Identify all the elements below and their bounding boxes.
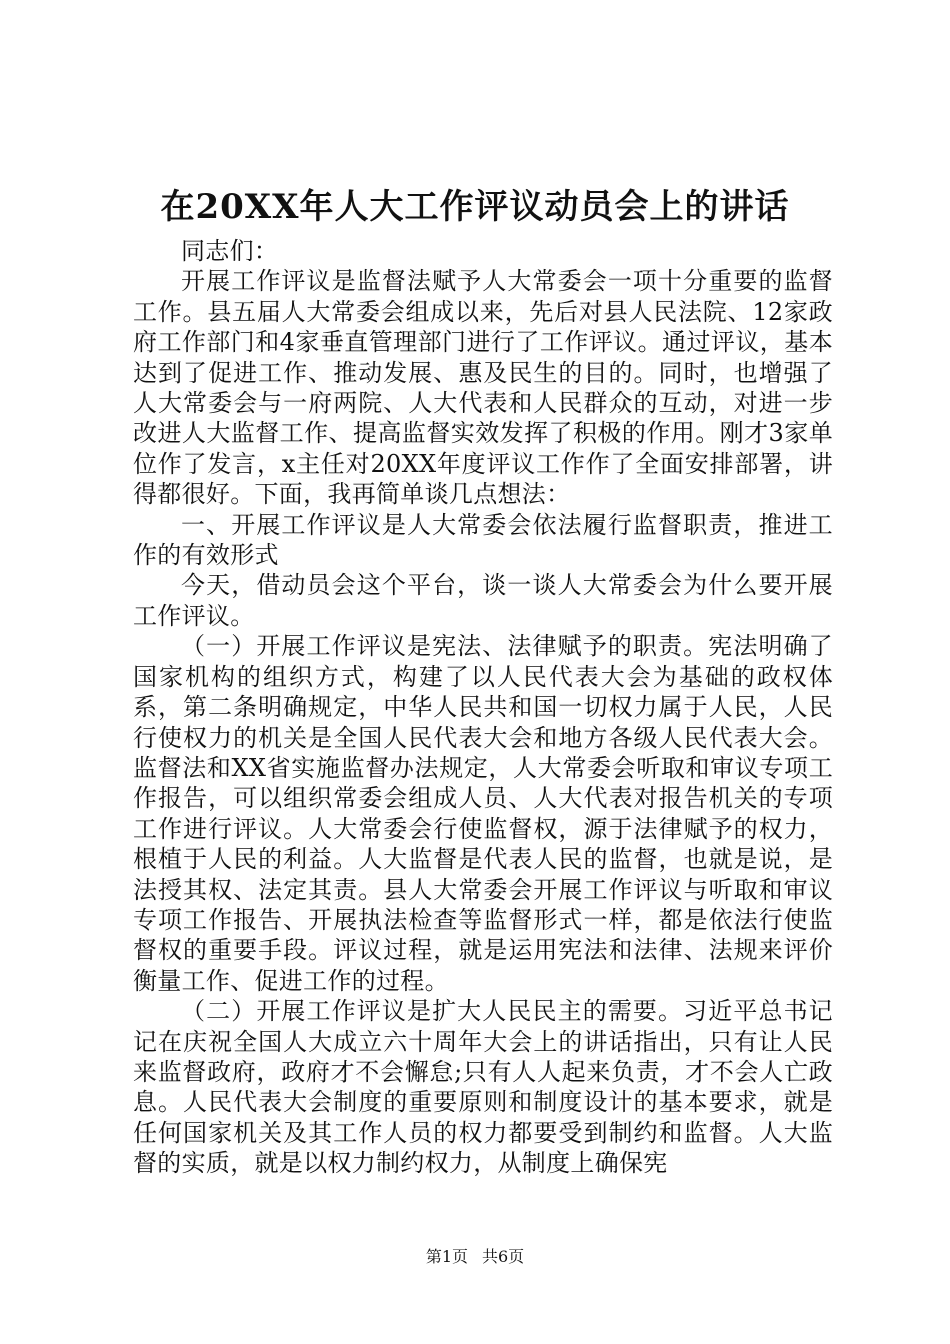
paragraph-intro: 开展工作评议是监督法赋予人大常委会一项十分重要的监督工作。县五届人大常委会组成以来，先后对县人民法院、12家政府工作部门和4家垂直管理部门进行了工作评议。通过评议，基本达到了促进工作、推动发展、惠及民生的目的。同时，也增强了人大常委会与一府两院、人大代表和人民群众的互动，对进一步改进人大监督工作、提高监督实效发挥了积极的作用。刚才3家单位作了发言，x主任对20XX年度评议工作作了全面安排部署，讲得都很好。下面，我再简单谈几点想法： (133, 267, 833, 509)
page-footer (0, 1246, 950, 1268)
page-total: 共6页 (482, 1247, 525, 1266)
page-number: 第1页 (425, 1247, 468, 1266)
paragraph-point-2: （二）开展工作评议是扩大人民民主的需要。习近平总书记记在庆祝全国人大成立六十周年大会上的讲话指出，只有让人民来监督政府，政府才不会懈怠;只有人人起来负责，才不会人亡政息。人民代表大会制度的重要原则和制度设计的基本要求，就是任何国家机关及其工作人员的权力都要受到制约和监督。人大监督的实质，就是以权力制约权力，从制度上确保宪 (133, 997, 833, 1178)
paragraph-section-1-intro: 今天，借动员会这个平台，谈一谈人大常委会为什么要开展工作评议。 (133, 571, 833, 630)
document-body (133, 236, 833, 1179)
document-title: 在20XX年人大工作评议动员会上的讲话 (160, 187, 790, 227)
section-heading-1: 一、开展工作评议是人大常委会依法履行监督职责，推进工作的有效形式 (133, 510, 833, 570)
paragraph-salutation: 同志们： (181, 237, 279, 265)
paragraph-point-1: （一）开展工作评议是宪法、法律赋予的职责。宪法明确了国家机构的组织方式，构建了以人民代表大会为基础的政权体系，第二条明确规定，中华人民共和国一切权力属于人民，人民行使权力的机关是全国人民代表大会和地方各级人民代表大会。监督法和XX省实施监督办法规定，人大常委会听取和审议专项工作报告，可以组织常委会组成人员、人大代表对报告机关的专项工作进行评议。人大常委会行使监督权，源于法律赋予的权力，根植于人民的利益。人大监督是代表人民的监督，也就是说，是法授其权、法定其责。县人大常委会开展工作评议与听取和审议专项工作报告、开展执法检查等监督形式一样，都是依法行使监督权的重要手段。评议过程，就是运用宪法和法律、法规来评价衡量工作、促进工作的过程。 (133, 632, 833, 995)
